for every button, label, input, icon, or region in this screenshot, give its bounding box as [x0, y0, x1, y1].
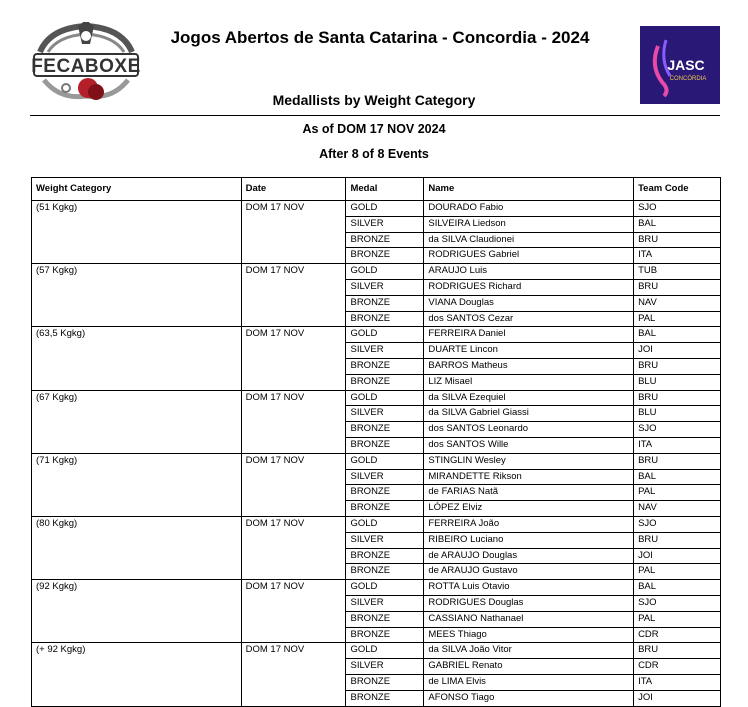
column-header-name: Name [424, 178, 634, 201]
table-row [32, 264, 721, 280]
team-code-cell: PAL [634, 311, 721, 327]
name-cell: dos SANTOS Cezar [424, 311, 634, 327]
team-code-cell: BRU [634, 232, 721, 248]
medal-cell: SILVER [346, 279, 424, 295]
table-row [32, 201, 721, 217]
column-header-team-code: Team Code [634, 178, 721, 201]
page-title: Jogos Abertos de Santa Catarina - Concordia - 2024 [170, 28, 590, 47]
medal-cell: SILVER [346, 469, 424, 485]
name-cell: dos SANTOS Leonardo [424, 422, 634, 438]
name-cell: da SILVA Gabriel Giassi [424, 406, 634, 422]
date-cell: DOM 17 NOV [241, 516, 346, 579]
events-count: After 8 of 8 Events [319, 147, 429, 161]
medal-cell: SILVER [346, 595, 424, 611]
name-cell: GABRIEL Renato [424, 659, 634, 675]
name-cell: CASSIANO Nathanael [424, 611, 634, 627]
team-code-cell: BRU [634, 358, 721, 374]
name-cell: VIANA Douglas [424, 295, 634, 311]
team-code-cell: TUB [634, 264, 721, 280]
team-code-cell: BAL [634, 469, 721, 485]
name-cell: RODRIGUES Richard [424, 279, 634, 295]
medal-cell: SILVER [346, 343, 424, 359]
date-cell: DOM 17 NOV [241, 390, 346, 453]
weight-category-cell: (51 Kgkg) [32, 201, 242, 264]
medal-cell: SILVER [346, 216, 424, 232]
team-code-cell: NAV [634, 295, 721, 311]
date-cell: DOM 17 NOV [241, 327, 346, 390]
header-divider [30, 115, 720, 116]
weight-category-cell: (63,5 Kgkg) [32, 327, 242, 390]
name-cell: STINGLIN Wesley [424, 453, 634, 469]
medal-cell: GOLD [346, 580, 424, 596]
medal-cell: BRONZE [346, 501, 424, 517]
name-cell: ROTTA Luis Otavio [424, 580, 634, 596]
svg-text:CONCÓRDIA: CONCÓRDIA [669, 76, 707, 82]
team-code-cell: SJO [634, 516, 721, 532]
team-code-cell: BRU [634, 279, 721, 295]
medal-cell: SILVER [346, 406, 424, 422]
name-cell: da SILVA Claudionei [424, 232, 634, 248]
as-of-date: As of DOM 17 NOV 2024 [302, 122, 446, 136]
medal-cell: BRONZE [346, 611, 424, 627]
medal-cell: GOLD [346, 327, 424, 343]
name-cell: da SILVA João Vitor [424, 643, 634, 659]
table-row [32, 327, 721, 343]
table-body [32, 201, 721, 707]
column-header-weight-category: Weight Category [32, 178, 242, 201]
weight-category-cell: (57 Kgkg) [32, 264, 242, 327]
table-row [32, 643, 721, 659]
medal-cell: BRONZE [346, 437, 424, 453]
team-code-cell: SJO [634, 201, 721, 217]
medal-cell: BRONZE [346, 422, 424, 438]
team-code-cell: BLU [634, 406, 721, 422]
name-cell: LIZ Misael [424, 374, 634, 390]
name-cell: FERREIRA João [424, 516, 634, 532]
svg-text:JASC: JASC [667, 57, 705, 73]
team-code-cell: SJO [634, 595, 721, 611]
date-cell: DOM 17 NOV [241, 201, 346, 264]
medal-cell: BRONZE [346, 564, 424, 580]
team-code-cell: BAL [634, 216, 721, 232]
medal-cell: BRONZE [346, 485, 424, 501]
table-row [32, 453, 721, 469]
team-code-cell: PAL [634, 485, 721, 501]
medal-cell: GOLD [346, 390, 424, 406]
medal-cell: BRONZE [346, 674, 424, 690]
medal-cell: BRONZE [346, 627, 424, 643]
column-header-medal: Medal [346, 178, 424, 201]
medal-cell: GOLD [346, 643, 424, 659]
medal-cell: BRONZE [346, 690, 424, 706]
name-cell: BARROS Matheus [424, 358, 634, 374]
team-code-cell: PAL [634, 564, 721, 580]
team-code-cell: BAL [634, 580, 721, 596]
team-code-cell: BRU [634, 453, 721, 469]
date-cell: DOM 17 NOV [241, 580, 346, 643]
medal-cell: BRONZE [346, 232, 424, 248]
name-cell: LÓPEZ Elviz [424, 501, 634, 517]
table-row [32, 516, 721, 532]
team-code-cell: BRU [634, 390, 721, 406]
team-code-cell: JOI [634, 690, 721, 706]
team-code-cell: JOI [634, 548, 721, 564]
name-cell: RODRIGUES Gabriel [424, 248, 634, 264]
medal-cell: GOLD [346, 264, 424, 280]
page-subtitle: Medallists by Weight Category [272, 92, 476, 108]
team-code-cell: ITA [634, 437, 721, 453]
name-cell: MEES Thiago [424, 627, 634, 643]
medal-cell: GOLD [346, 453, 424, 469]
date-cell: DOM 17 NOV [241, 453, 346, 516]
team-code-cell: JOI [634, 343, 721, 359]
name-cell: RIBEIRO Luciano [424, 532, 634, 548]
medal-cell: BRONZE [346, 374, 424, 390]
medal-cell: SILVER [346, 659, 424, 675]
name-cell: RODRIGUES Douglas [424, 595, 634, 611]
name-cell: AFONSO Tiago [424, 690, 634, 706]
medallists-table [31, 177, 721, 707]
team-code-cell: ITA [634, 248, 721, 264]
team-code-cell: ITA [634, 674, 721, 690]
name-cell: DOURADO Fabio [424, 201, 634, 217]
name-cell: de ARAUJO Douglas [424, 548, 634, 564]
logo-left-text: FECABOXE [31, 56, 141, 77]
medal-cell: BRONZE [346, 358, 424, 374]
weight-category-cell: (+ 92 Kgkg) [32, 643, 242, 706]
team-code-cell: CDR [634, 627, 721, 643]
medal-cell: BRONZE [346, 248, 424, 264]
medal-cell: BRONZE [346, 548, 424, 564]
team-code-cell: SJO [634, 422, 721, 438]
weight-category-cell: (71 Kgkg) [32, 453, 242, 516]
team-code-cell: BLU [634, 374, 721, 390]
team-code-cell: BRU [634, 532, 721, 548]
team-code-cell: CDR [634, 659, 721, 675]
medal-cell: BRONZE [346, 295, 424, 311]
column-header-date: Date [241, 178, 346, 201]
weight-category-cell: (80 Kgkg) [32, 516, 242, 579]
team-code-cell: BRU [634, 643, 721, 659]
table-row [32, 580, 721, 596]
name-cell: SILVEIRA Liedson [424, 216, 634, 232]
medal-cell: GOLD [346, 201, 424, 217]
name-cell: de LIMA Elvis [424, 674, 634, 690]
medal-cell: SILVER [346, 532, 424, 548]
team-code-cell: NAV [634, 501, 721, 517]
name-cell: MIRANDETTE Rikson [424, 469, 634, 485]
weight-category-cell: (67 Kgkg) [32, 390, 242, 453]
name-cell: ARAUJO Luis [424, 264, 634, 280]
medal-cell: BRONZE [346, 311, 424, 327]
name-cell: FERREIRA Daniel [424, 327, 634, 343]
name-cell: da SILVA Ezequiel [424, 390, 634, 406]
table-row [32, 390, 721, 406]
team-code-cell: PAL [634, 611, 721, 627]
medal-cell: GOLD [346, 516, 424, 532]
name-cell: de FARIAS Natã [424, 485, 634, 501]
name-cell: DUARTE Lincon [424, 343, 634, 359]
date-cell: DOM 17 NOV [241, 264, 346, 327]
table-header-row [32, 178, 721, 201]
name-cell: dos SANTOS Wille [424, 437, 634, 453]
team-code-cell: BAL [634, 327, 721, 343]
weight-category-cell: (92 Kgkg) [32, 580, 242, 643]
date-cell: DOM 17 NOV [241, 643, 346, 706]
name-cell: de ARAUJO Gustavo [424, 564, 634, 580]
